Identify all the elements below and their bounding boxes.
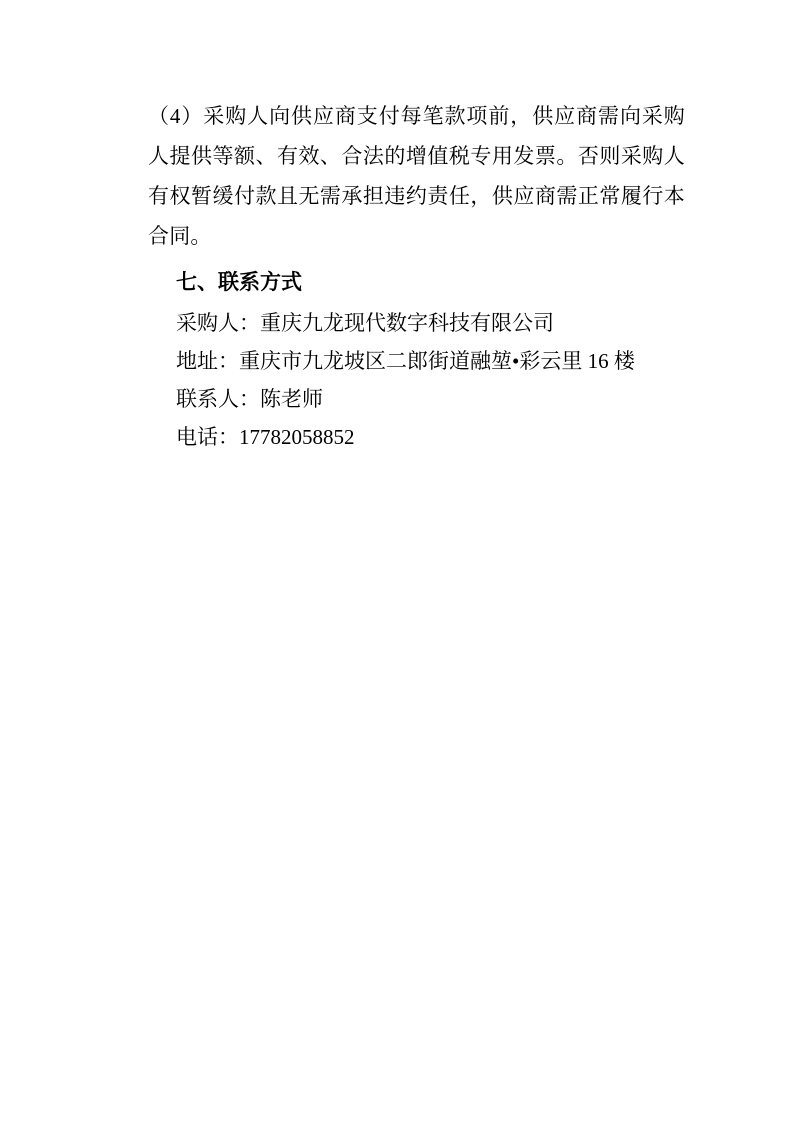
section-heading-contact: 七、联系方式 — [176, 270, 302, 294]
contact-line-phone: 电话：17782058852 — [176, 425, 355, 449]
body-paragraph: （4）采购人向供应商支付每笔款项前，供应商需向采购人提供等额、有效、合法的增值税专用发票。否则采购人有权暂缓付款且无需承担违约责任，供应商需正常履行本合同。 — [148, 104, 685, 248]
contact-line-address: 地址：重庆市九龙坡区二郎街道融堃•彩云里 16 楼 — [176, 349, 635, 373]
contact-line-person: 联系人：陈老师 — [176, 387, 323, 411]
contact-line-purchaser: 采购人：重庆九龙现代数字科技有限公司 — [176, 311, 554, 335]
